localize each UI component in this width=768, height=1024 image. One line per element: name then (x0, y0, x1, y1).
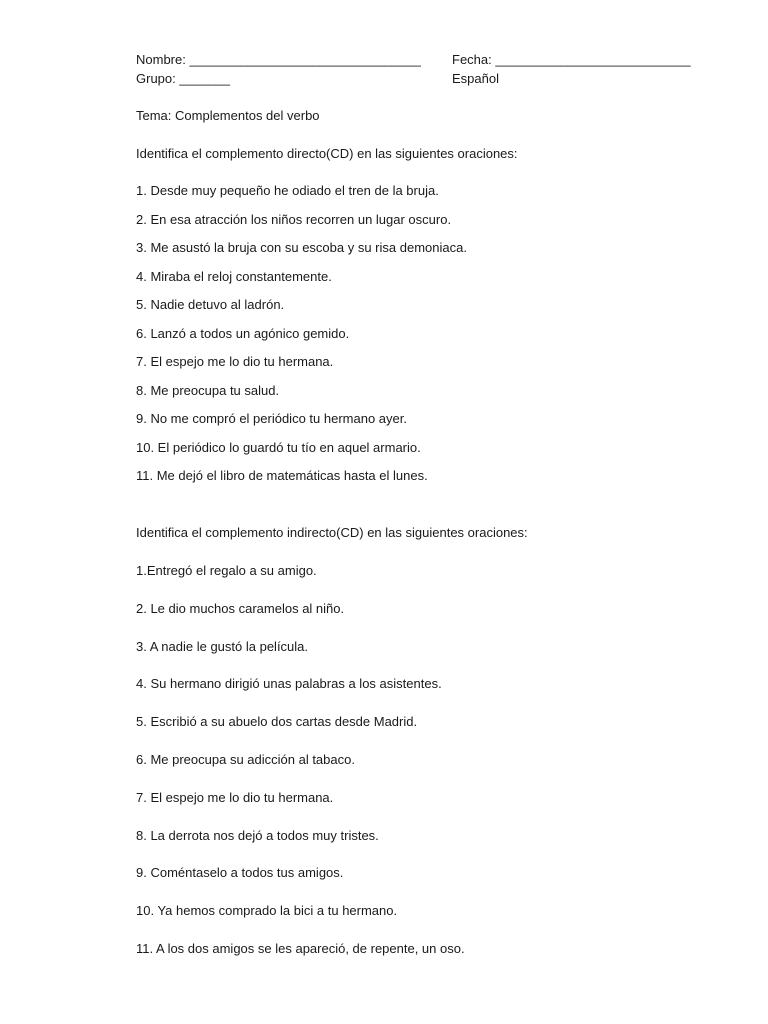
list-item: 1.Entregó el regalo a su amigo. (136, 563, 317, 578)
list-item: 2. Le dio muchos caramelos al niño. (136, 600, 345, 616)
list-item: 10. Ya hemos comprado la bici a tu hermano. (136, 903, 398, 919)
subject-label: Español (452, 71, 499, 86)
list-item: 6. Lanzó a todos un agónico gemido. (136, 325, 350, 341)
list-item: 3. Me asustó la bruja con su escoba y su risa demoniaca. (136, 240, 467, 255)
list-item: 4. Miraba el reloj constantemente. (136, 268, 332, 284)
section2-instruction: Identifica el complemento indirecto(CD) en las siguientes oraciones: (136, 525, 528, 540)
list-item: 7. El espejo me lo dio tu hermana. (136, 789, 334, 805)
list-item: 11. A los dos amigos se les apareció, de repente, un oso. (136, 940, 465, 956)
list-item: 8. Me preocupa tu salud. (136, 382, 280, 398)
list-item: 6. Me preocupa su adicción al tabaco. (136, 751, 355, 767)
section1-instruction: Identifica el complemento directo(CD) en las siguientes oraciones: (136, 146, 518, 161)
list-item: 2. En esa atracción los niños recorren un lugar oscuro. (136, 211, 452, 227)
list-item: 3. A nadie le gustó la película. (136, 638, 309, 654)
list-item: 9. Coméntaselo a todos tus amigos. (136, 865, 344, 881)
list-item: 7. El espejo me lo dio tu hermana. (136, 354, 334, 369)
date-field-label: Fecha: ___________________________ (452, 52, 691, 67)
list-item: 10. El periódico lo guardó tu tío en aquel armario. (136, 439, 421, 455)
topic-heading: Tema: Complementos del verbo (136, 108, 320, 123)
list-item: 8. La derrota nos dejó a todos muy tristes. (136, 827, 379, 843)
section2-list (136, 563, 465, 979)
list-item: 11. Me dejó el libro de matemáticas hasta el lunes. (136, 468, 428, 483)
list-item: 9. No me compró el periódico tu hermano ayer. (136, 411, 407, 426)
list-item: 5. Nadie detuvo al ladrón. (136, 297, 285, 312)
name-field-label: Nombre: ________________________________ (136, 52, 421, 67)
list-item: 1. Desde muy pequeño he odiado el tren de la bruja. (136, 183, 439, 198)
section1-list (136, 183, 467, 497)
list-item: 4. Su hermano dirigió unas palabras a los asistentes. (136, 676, 442, 692)
group-field-label: Grupo: _______ (136, 71, 230, 86)
list-item: 5. Escribió a su abuelo dos cartas desde Madrid. (136, 714, 418, 730)
